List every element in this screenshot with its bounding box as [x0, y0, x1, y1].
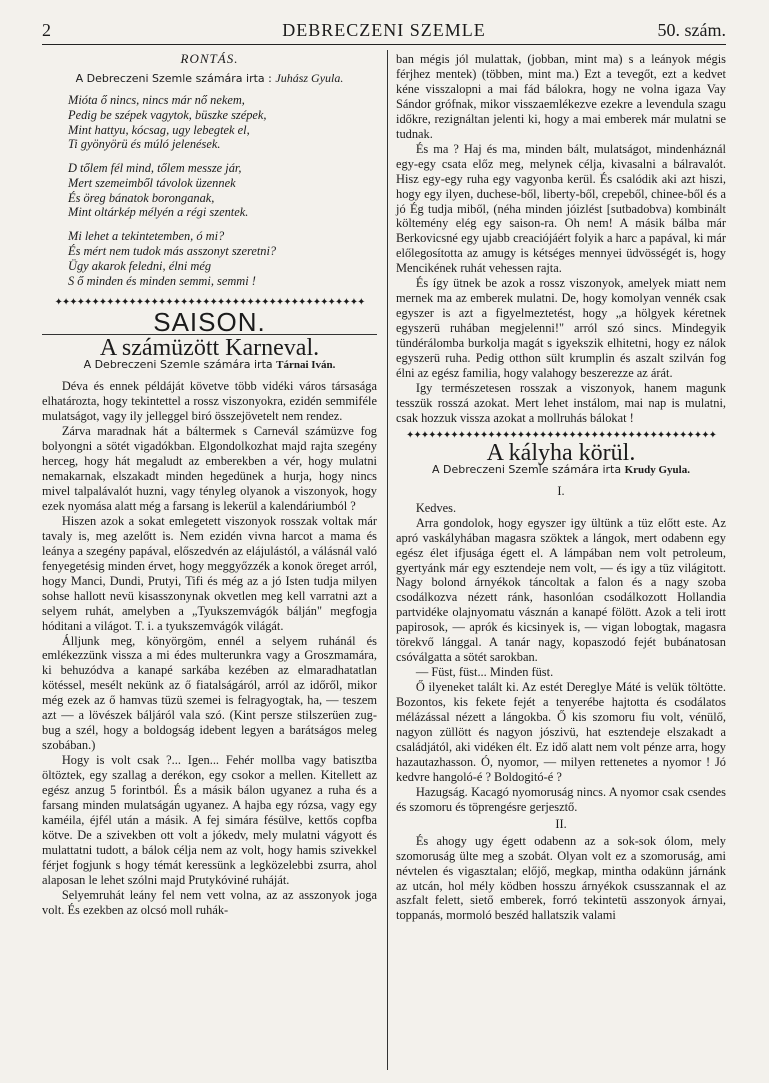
verse-line: Mi lehet a tekintetemben, ó mi?: [68, 229, 225, 244]
part-numeral: II.: [555, 816, 567, 831]
carnival-byline: [42, 358, 377, 373]
continuation-paragraph: Igy természetesen rosszak a viszonyok, hanem magunk tesszük rosszá azokat. Mert lehet instálom, mai nap is mulatni, csak hozzuk vissza azokat a mollruhás bálokat !: [396, 380, 726, 425]
stove-paragraph: Arra gondolok, hogy egyszer igy ültünk a tüz előtt este. Az apró vaskályhában magasra szöktek a lángok, mert odabenn egy egész élet ifjusága égett el. A lámpában nem volt petroleum, gyertyánk már egy esztendeje nem volt, — és igy a tüz világitott. Nagy bolond árnyékok táncoltak a falon és a nagy szoba csodálkozva nézett ránk, hasonlóan csodálkozott Hollandia partvidéke olajnyomatu vásznán a kanapé fölött. Azok a teli irott papirosok, — aprók és kicsinyek is, — vigan lobogtak, magasra törekvő lánggal. A tanár nagy, kopaszodó fejét bubánatosan csóválgatta a sötét sarokban.: [396, 515, 726, 665]
ornament-divider: ✦✦✦✦✦✦✦✦✦✦✦✦✦✦✦✦✦✦✦✦✦✦✦✦✦✦✦✦✦✦✦✦✦✦✦✦✦✦✦✦✦✦: [406, 429, 716, 441]
section-title: SAISON.: [153, 307, 266, 338]
continuation-paragraph: ban mégis jól mulattak, (jobban, mint ma) s a leányok mégis férjhez mentek) (többen, mint ma.) Ezt a tevegőt, ezt a kedvet kéne visszalopni a mai fád bálokra, hogy ne volna igaza Vay Sándor grófnak, mikor visszaemlékezve ezekre a levendula szagu időkre, rezignáltan jelenti ki, hogy a mai emberek már mulatni se tudnak.: [396, 52, 726, 141]
verse-line: Mint hattyu, kócsag, ugy lebegtek el,: [68, 122, 250, 137]
masthead: DEBRECZENI SZEMLE: [282, 20, 486, 40]
page-header: [42, 14, 726, 44]
verse-line: És öreg bánatok boronganak,: [68, 190, 215, 205]
carnival-title: A számüzött Karneval.: [99, 335, 320, 362]
continuation-paragraph: És ma ? Haj és ma, minden bált, mulatságot, mindenháznál egy-egy csata előz meg, melynek célja, kivasalni a bálravalót. Hisz egy-egy ruha egy vagyonba kerül. És csalódik aki azt hiszi, hogy egy ilyen, duchese-ből, liberty-ből, crepeből, chinee-ből és a jó Ég tudja miből, (néha minden jóizlést [sutbadobva) kombinált költemény elég egy saison-ra. Oh nem! A másik bálba már Berkovicsné egy ujabb creaciójáért folyik a harc a papával, ki már előlegosította az amugy is kétséges mennyei üdvösségét is, hogy Mencikének ruhát vehessen rajta.: [396, 141, 726, 276]
verse-line: Mint oltárkép mélyén a régi szentek.: [68, 205, 249, 220]
poem-author: Juhász Gyula.: [275, 70, 344, 85]
verse-line: Ti gyönyörü és múló jelenések.: [68, 137, 221, 152]
verse-line: És mért nem tudok más asszonyt szeretni?: [68, 244, 277, 259]
ornament-divider: ✦✦✦✦✦✦✦✦✦✦✦✦✦✦✦✦✦✦✦✦✦✦✦✦✦✦✦✦✦✦✦✦✦✦✦✦✦✦✦✦✦✦: [54, 297, 365, 309]
poem-title: RONTÁS.: [180, 51, 239, 66]
verse-line: Ügy akarok feledni, élni még: [68, 258, 212, 273]
verse-line: D tőlem fél mind, tőlem messze jár,: [68, 161, 242, 176]
header-rule: [42, 44, 726, 45]
stove-paragraph: És ahogy ugy égett odabenn az a sok-sok ólom, mely szomoruság ülte meg a szobát. Olyan volt ez a szomoruság, ami névtelen és vigasztalan; előjő, megkap, mintha odakünn járnánk az utcán, hol mély ködben hosszu árnyékok csusszannak el az aszfalt felett, siető emberek, forró tekintetü asszonyok árnyai, toppanás, mormoló beszéd hallatszik valami: [396, 833, 726, 923]
poem-byline-prefix: A Debreczeni Szemle számára irta :: [75, 71, 272, 85]
stove-byline: [396, 463, 726, 478]
poem-byline: [42, 71, 377, 87]
stove-paragraph: — Füst, füst... Minden füst.: [415, 665, 554, 680]
stove-paragraph: Ő ilyeneket talált ki. Az estét Dereglye Máté is velük töltötte. Bozontos, kis fekete fejét a tenyerébe hajtotta és csodálatos mélázással nézett a lángokba. Ő kis szomoru fiu volt, vénülő, nagyon züllött és nagyon jószivü, hat esztendeje elszakadt a családjától, aki vidéken élt. Ez idő alatt nem volt pénze arra, hogy hazautazhasson. Ó, nyomor, — milyen rettenetes a nyomor ! Jó kedvre hangoló-é ? Boldogitó-é ?: [396, 680, 726, 784]
carnival-paragraph: Déva és ennek példáját követve több vidéki város társasága elhatározta, hogy tekintettel a rossz viszonyokra, ezidén semmiféle mulatságot, vagy ily jelleggel biró összejövetelt nem rendez.: [42, 379, 377, 424]
verse-line: Mióta ő nincs, nincs már nő nekem,: [68, 92, 245, 107]
carnival-paragraph: Álljunk meg, könyörgöm, ennél a selyem ruhánál és emlékezzünk vissza a mi édes multerunkra vagy a Groszmamára, ki behuzódva a kanapé sarkába kezében az elmaradhatatlan kötéssel, mesélt nekünk az ő fiatalságáról, arról az időről, mikor még ezek az ő hamvas tüzü szemei is felragyogtak, ha, — teszem azt — a lövészek báljáról vala szó. (Kint persze stilszerüen zug-bug a szél, hogy a boldogság idebent legyen a barátságos meleg szobában.): [42, 633, 377, 753]
poem-body: [68, 93, 377, 289]
carnival-paragraph: Hogy is volt csak ?... Igen... Fehér mollba vagy batisztba öltöztek, egy szallag a derékon, egy csokor a mellen. Kitellett az egész anzug 5 forintból. És a másik bálon ugyanez a ruha és a farsang minden mulatságán ugyanez. A hajba egy rózsa, vagy egy kaméila, éjfél után a másik. A fej simára fésülve, kettős copfba kötve. De a szivekben ott volt a jókedv, mely mulatni vágyott és mulattatni tudott, a bálok célja nem az volt, hogy hamis szivekkel férjet fogjunk s hogy témát keressünk a legközelebbi zsurra, ahol alaposan le lehet szólni majd Prutykóviné ruháját.: [42, 753, 377, 887]
right-column: [396, 52, 726, 923]
carnival-paragraph: Selyemruhát leány fel nem vett volna, az az asszonyok joga volt. És ezekben az olcsó moll ruhák-: [42, 887, 377, 917]
continuation-paragraph: És így ütnek be azok a rossz viszonyok, amelyek miatt nem mernek ma az emberek mulatni. De, hogy komolyan vennék csak egyszer is azt a figyelmeztetést, hogy „a hölgyek kéretnek egyszerü ruhában megjelenni!" arról szó sincs. Mindegyik tündérálomba burkolja magát s igyekszik elhitetni, hogy ez nálok egyszerü ruha. Pedig otthon sült krumplin és aszalt szilván fog élni az egész familia, hogy valahogy beszerezze az árát.: [396, 276, 726, 381]
stove-paragraph: Hazugság. Kacagó nyomoruság nincs. A nyomor csak csendes és szomoru és töprengésre gerjesztő.: [396, 784, 726, 814]
left-column: [42, 52, 377, 918]
issue-number: 50. szám.: [657, 20, 726, 40]
carnival-paragraph: Zárva maradnak hát a báltermek s Carnevál számüzve fog bolyongni a sötét vigadókban. Elgondolkozhat majd rajta szegény herceg, hogy hát megaludt az emberekben a vér, hogy mulatni nemakarnak, elszakadt minden hegedünek a hurja, hogy nincs mivel talpalávalót huzni, vagy tényleg olyanok a viszonyok, hogy ezek nyomása alatt még a farsang is lekerül a kalendáriumból ?: [42, 424, 377, 513]
poem-stanza: [68, 161, 377, 220]
verse-line: Mert szemeimből távolok üzennek: [68, 175, 236, 190]
poem-stanza: [68, 93, 377, 152]
carnival-author: Tárnai Iván.: [276, 359, 336, 372]
column-divider: [387, 50, 388, 1070]
stove-paragraph: Kedves.: [415, 500, 457, 515]
carnival-byline-prefix: A Debreczeni Szemle számára irta: [83, 358, 273, 372]
stove-title: A kályha körül.: [486, 439, 636, 466]
carnival-paragraph: Hiszen azok a sokat emlegetett viszonyok rosszak voltak már tavaly is, meg azelőtt is. Nem ezidén vivna harcot a mama és leánya a szegény papával, előszedvén az elájulástól, a válásnál való fenyegetésig minden érvet, hogy meggyőzzék a konok öreget arról, hogy Manci, Dundi, Prutyi, Tifi és még az a jó Isten tudja milyen sohse hallott nevü kisasszonynak okvetlen meg kell varratni azt a selyem ruhát, amelyben a „Tyukszemvágók bálján" megfogja hóditani a világot. T. i. a tyukszemvágók világát.: [42, 513, 377, 633]
page-number: 2: [42, 20, 51, 40]
verse-line: Pedig be szépek vagytok, büszke szépek,: [68, 107, 267, 122]
poem-stanza: [68, 229, 377, 288]
part-numeral: I.: [557, 483, 565, 498]
stove-byline-prefix: A Debreczeni Szemle számára irta: [432, 462, 622, 476]
stove-author: Krudy Gyula.: [624, 463, 690, 476]
verse-line: S ő minden és minden semmi, semmi !: [68, 273, 256, 288]
